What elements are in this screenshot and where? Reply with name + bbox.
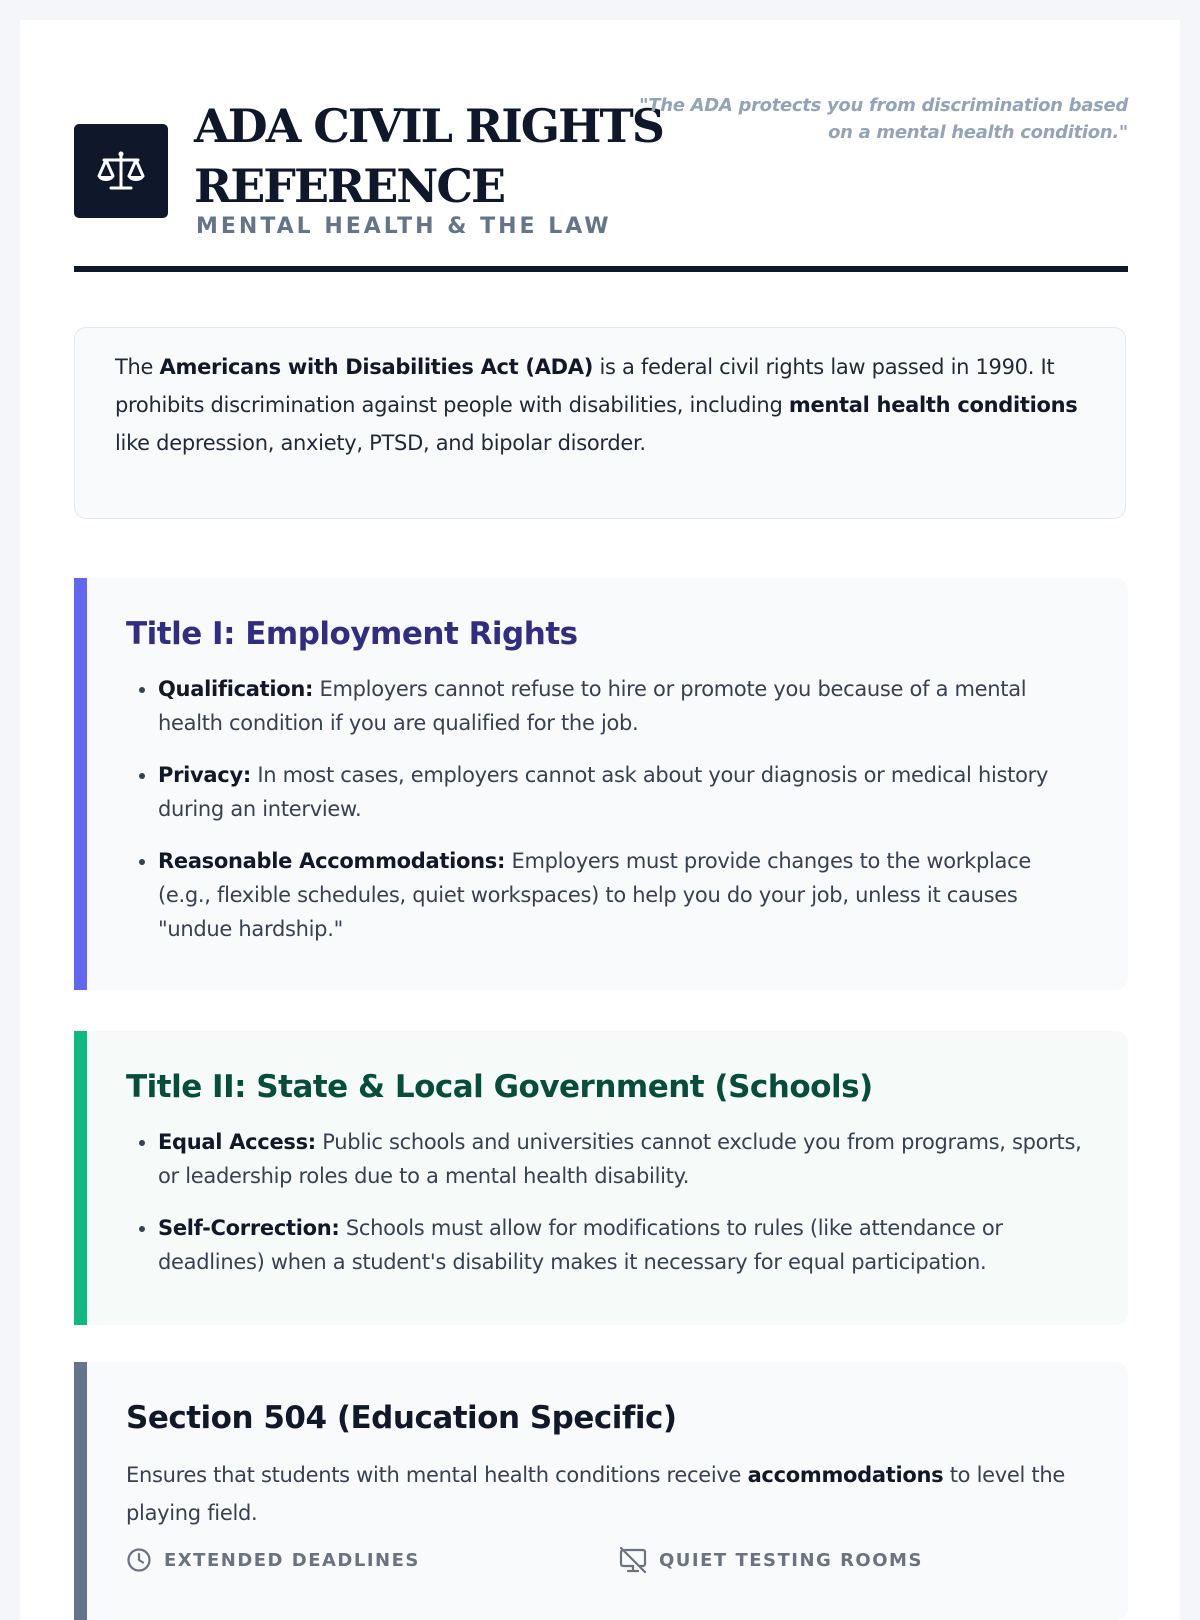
description-bold: accommodations xyxy=(747,1463,944,1487)
section-heading: Section 504 (Education Specific) xyxy=(126,1400,677,1436)
rights-list xyxy=(126,1125,1088,1279)
logo-badge xyxy=(74,124,168,218)
item-text: Schools must allow for modifications to rules (like attendance or deadlines) when a student's disability makes it necessary for equal participation. xyxy=(158,1216,1003,1274)
reference-sheet xyxy=(20,20,1180,1620)
header-quote: "The ADA protects you from discrimination based on a mental health condition." xyxy=(639,95,1128,143)
intro-text: The xyxy=(115,355,160,379)
accommodation-tags xyxy=(126,1547,1086,1587)
monitor-off-icon xyxy=(619,1547,647,1573)
item-text: Employers must provide changes to the workplace (e.g., flexible schedules, quiet workspaces) to help you do your job, unless it causes "undue hardship." xyxy=(158,849,1031,941)
tag-extended-deadlines xyxy=(126,1547,420,1573)
list-item xyxy=(158,1125,1088,1193)
tag-label: QUIET TESTING ROOMS xyxy=(659,1549,923,1571)
section-title-1 xyxy=(74,578,1128,990)
intro-bold-ada: Americans with Disabilities Act (ADA) xyxy=(159,355,594,379)
intro-text: is a federal civil rights law passed in 1990. It prohibits discrimination against people with disabilities, including xyxy=(115,355,1055,417)
section-accent-bar xyxy=(74,1362,87,1620)
clock-icon xyxy=(126,1547,152,1573)
section-accent-bar xyxy=(74,1031,87,1325)
tag-label: EXTENDED DEADLINES xyxy=(164,1549,420,1571)
section-title-2 xyxy=(74,1031,1128,1325)
intro-text: like depression, anxiety, PTSD, and bipolar disorder. xyxy=(115,431,646,455)
item-label: Qualification: xyxy=(158,677,314,701)
list-item xyxy=(158,672,1088,740)
page-subtitle: MENTAL HEALTH & THE LAW xyxy=(196,214,612,239)
description-text: to level the playing field. xyxy=(126,1463,1065,1525)
section-504 xyxy=(74,1362,1128,1620)
intro-bold-conditions: mental health conditions xyxy=(788,393,1078,417)
rights-list xyxy=(126,672,1088,946)
item-label: Privacy: xyxy=(158,763,251,787)
item-text: Employers cannot refuse to hire or promote you because of a mental health condition if you are qualified for the job. xyxy=(158,677,1027,735)
item-text: In most cases, employers cannot ask about your diagnosis or medical history during an interview. xyxy=(158,763,1049,821)
page-title: ADA CIVIL RIGHTS REFERENCE xyxy=(194,99,663,213)
section-accent-bar xyxy=(74,578,87,990)
section-heading: Title I: Employment Rights xyxy=(126,616,578,652)
list-item xyxy=(158,844,1088,946)
section-heading: Title II: State & Local Government (Schools) xyxy=(126,1069,873,1105)
tag-quiet-testing-rooms xyxy=(619,1547,923,1573)
item-label: Equal Access: xyxy=(158,1130,316,1154)
header-divider xyxy=(74,266,1128,272)
section-description xyxy=(126,1456,1088,1532)
list-item xyxy=(158,1211,1088,1279)
scales-icon xyxy=(96,149,146,193)
list-item xyxy=(158,758,1088,826)
item-label: Self-Correction: xyxy=(158,1216,340,1240)
description-text: Ensures that students with mental health conditions receive xyxy=(126,1463,748,1487)
item-text: Public schools and universities cannot exclude you from programs, sports, or leadership roles due to a mental health disability. xyxy=(158,1130,1082,1188)
intro-box xyxy=(74,327,1126,519)
item-label: Reasonable Accommodations: xyxy=(158,849,506,873)
